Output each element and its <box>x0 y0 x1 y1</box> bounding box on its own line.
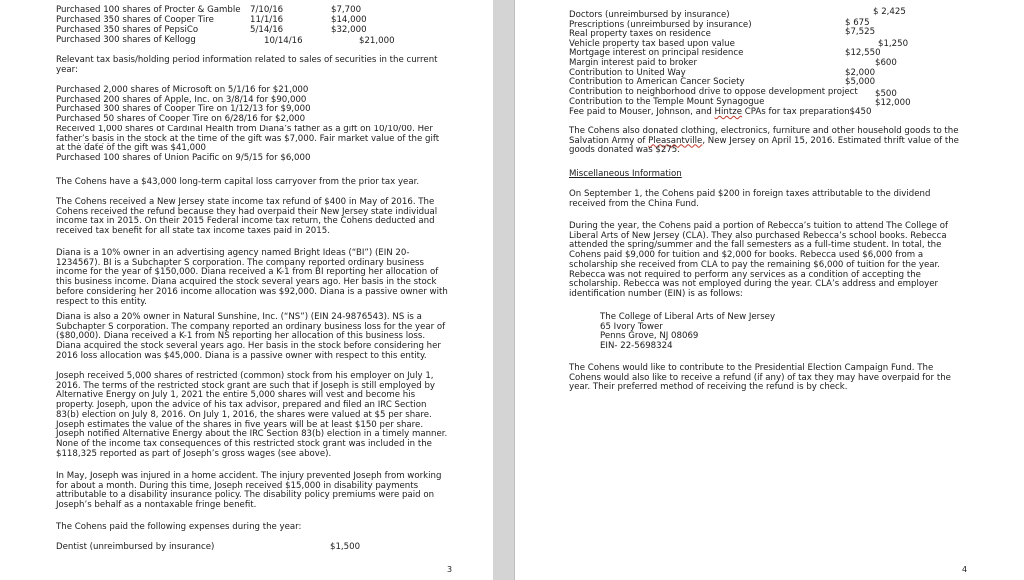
disability-paragraph: In May, Joseph was injured in a home accident. The injury prevented Joseph from working for about a month. During this time, Joseph received $15,000 in disability payments attributable to a disability insurance policy. The disability policy premiums were paid on Joseph’s behalf as a nontaxable fringe benefit. <box>56 471 442 511</box>
basis-line: Purchased 2,000 shares of Microsoft on 5/1/16 for $21,000 <box>56 85 309 95</box>
expense-row-tax-prep <box>569 108 871 118</box>
basis-line: at the date of the gift was $41,000 <box>56 142 207 153</box>
page-number: 3 <box>447 565 453 574</box>
expense-amount: $12,550 <box>845 48 881 58</box>
expense-amount: $500 <box>875 89 897 99</box>
state-refund-paragraph: The Cohens received a New Jersey state income tax refund of $400 in May of 2016. The Cohens received the refund because they had overpaid their New Jersey state individual income tax in 2015. On their 2015 Federal income tax return, the Cohens deducted and received tax benefit for all state tax income taxes paid in 2015. <box>56 197 438 237</box>
basis-line: Purchased 300 shares of Cooper Tire on 1/12/13 for $9,000 <box>56 104 311 115</box>
address-line: Penns Grove, NJ 08069 <box>600 331 699 342</box>
basis-line: Purchased 50 shares of Cooper Tire on 6/28/16 for $2,000 <box>56 114 306 125</box>
page-3 <box>0 0 493 580</box>
natural-sunshine-paragraph: Diana is also a 20% owner in Natural Sunshine, Inc. (“NS”) (EIN 24-9876543). NS is a Subchapter S corporation. The company reported an ordinary business loss for the year of ($80,000). Diana received a K-1 from NS reporting her allocation of this business loss. Diana acquired the stock several years ago. Her basis in the stock before considering her 2016 loss allocation was $45,000. Diana is a passive owner with respect to this entity. <box>56 312 446 361</box>
expense-label: Prescriptions (unreimbursed by insurance) <box>569 20 752 30</box>
expense-label: Margin interest paid to broker <box>569 58 697 68</box>
restricted-stock-paragraph: Joseph received 5,000 shares of restricted (common) stock from his employer on July 1, 2016. The terms of the restricted stock grant are such that if Joseph is still employed by Alternative Energy on July 1, 2021 the entire 5,000 shares will vest and become his property. Joseph, upon the advice of his tax advisor, prepared and filed an IRC Section 83(b) election on July 8, 2016. On July 1, 2016, the shares were valued at $5 per share. Joseph estimates the value of the shares in five years will be at least $150 per share. Joseph notified Alternative Energy about the IRC Section 83(b) election in a timely manner. None of the income tax consequences of this restricted stock grant was included in the $118,325 reported as part of Joseph’s gross wages (see above). <box>56 371 448 459</box>
expense-label: Real property taxes on residence <box>569 29 711 39</box>
page-4 <box>514 0 1024 580</box>
purchase-desc: Purchased 100 shares of Procter & Gamble <box>56 5 241 15</box>
purchase-date: 10/14/16 <box>264 36 303 46</box>
expense-label-pre: Fee paid to Mouser, Johnson, and <box>569 107 715 117</box>
expense-label: Contribution to United Way <box>569 68 686 78</box>
expense-amount: $1,250 <box>878 39 909 49</box>
dentist-label: Dentist (unreimbursed by insurance) <box>56 542 215 552</box>
basis-line: Received 1,000 shares of Cardinal Health from Diana’s father as a gift on 10/10/00. Her father’s basis in the stock at the time of the gift was $7,000. Fair market value of the gift <box>56 124 440 144</box>
expense-amount: $450 <box>849 107 872 117</box>
purchase-date: 11/1/16 <box>250 15 284 25</box>
expense-label: Doctors (unreimbursed by insurance) <box>569 10 730 20</box>
tuition-paragraph: During the year, the Cohens paid a portion of Rebecca’s tuition to attend The College of Liberal Arts of New Jersey (CLA). They also purchased Rebecca’s school books. Rebecca attended the spring/summer and the fall semesters as a full-time student. In total, the Cohens paid $9,000 for tuition and $2,000 for books. Rebecca used $6,000 from a scholarship she received from CLA to pay the remaining $6,000 of tuition for the year. Rebecca was not required to perform any services as a condition of accepting the scholarship. Rebecca was not employed during the year. CLA’s address and employer identification number (EIN) is as follows: <box>569 221 949 299</box>
misc-heading: Miscellaneous Information <box>569 169 682 179</box>
basis-intro: Relevant tax basis/holding period information related to sales of securities in the current year: <box>56 55 438 75</box>
expense-label: Mortgage interest on principal residence <box>569 48 744 58</box>
expense-label: Vehicle property tax based upon value <box>569 39 735 49</box>
expense-label: Contribution to the Temple Mount Synagogue <box>569 97 765 107</box>
expense-label-post: CPAs for tax preparation <box>742 107 850 117</box>
purchase-desc: Purchased 350 shares of PepsiCo <box>56 25 199 35</box>
page-number: 4 <box>962 565 968 574</box>
purchase-amount: $7,700 <box>331 5 362 15</box>
expense-label: Contribution to neighborhood drive to oppose development project <box>569 87 858 97</box>
campaign-fund-paragraph: The Cohens would like to contribute to the Presidential Election Campaign Fund. The Cohens would also like to receive a refund (if any) of tax they may have overpaid for the year. Their preferred method of receiving the refund is by check. <box>569 363 951 393</box>
address-line: EIN- 22-5698324 <box>600 341 673 352</box>
basis-list <box>56 86 456 163</box>
dentist-amount: $1,500 <box>330 542 361 552</box>
donation-text-pre: The Cohens also donated clothing, electronics, furniture and other household goods to the Salvation Army of <box>569 126 959 146</box>
spellcheck-word: Hintze <box>714 107 743 117</box>
donation-paragraph <box>569 127 963 156</box>
college-address <box>600 313 900 352</box>
purchase-date: 5/14/16 <box>250 25 284 35</box>
expense-amount: $7,525 <box>845 27 876 37</box>
address-line: The College of Liberal Arts of New Jersey <box>600 312 776 322</box>
spellcheck-word: Pleasantville <box>648 135 703 146</box>
donation-text-post: , New Jersey on April 15, 2016. Estimated thrift value of the goods donated was $275. <box>569 135 959 156</box>
basis-line: Purchased 100 shares of Union Pacific on 9/5/15 for $6,000 <box>56 152 311 163</box>
purchase-amount: $21,000 <box>359 36 395 46</box>
purchase-desc: Purchased 300 shares of Kellogg <box>56 35 196 45</box>
basis-line: Purchased 200 shares of Apple, Inc. on 3/8/14 for $90,000 <box>56 94 307 105</box>
purchase-desc: Purchased 350 shares of Cooper Tire <box>56 15 214 25</box>
cap-loss-carryover: The Cohens have a $43,000 long-term capital loss carryover from the prior tax year. <box>56 177 420 187</box>
bright-ideas-paragraph: Diana is a 10% owner in an advertising agency named Bright Ideas (“BI”) (EIN 20-1234567). BI is a Subchapter S corporation. The company reported ordinary business income for the year of $150,000. Diana received a K-1 from BI reporting her allocation of this business income. Diana acquired the stock several years ago. Her basis in the stock before considering her 2016 income allocation was $92,000. Diana is a passive owner with respect to this entity. <box>56 248 448 307</box>
address-line: 65 Ivory Tower <box>600 321 663 332</box>
expense-amount: $ 675 <box>845 18 870 28</box>
purchase-amount: $32,000 <box>331 25 367 35</box>
expense-label: Contribution to American Cancer Society <box>569 77 745 87</box>
purchase-amount: $14,000 <box>331 15 367 25</box>
expense-amount: $5,000 <box>845 77 876 87</box>
expenses-intro: The Cohens paid the following expenses during the year: <box>56 522 302 532</box>
expense-amount: $12,000 <box>875 98 911 108</box>
expense-amount: $2,000 <box>845 68 876 78</box>
purchase-date: 7/10/16 <box>250 5 284 15</box>
expense-amount: $600 <box>875 58 897 68</box>
expense-amount: $ 2,425 <box>873 7 906 17</box>
foreign-tax-paragraph: On September 1, the Cohens paid $200 in foreign taxes attributable to the dividend received from the China Fund. <box>569 189 931 209</box>
